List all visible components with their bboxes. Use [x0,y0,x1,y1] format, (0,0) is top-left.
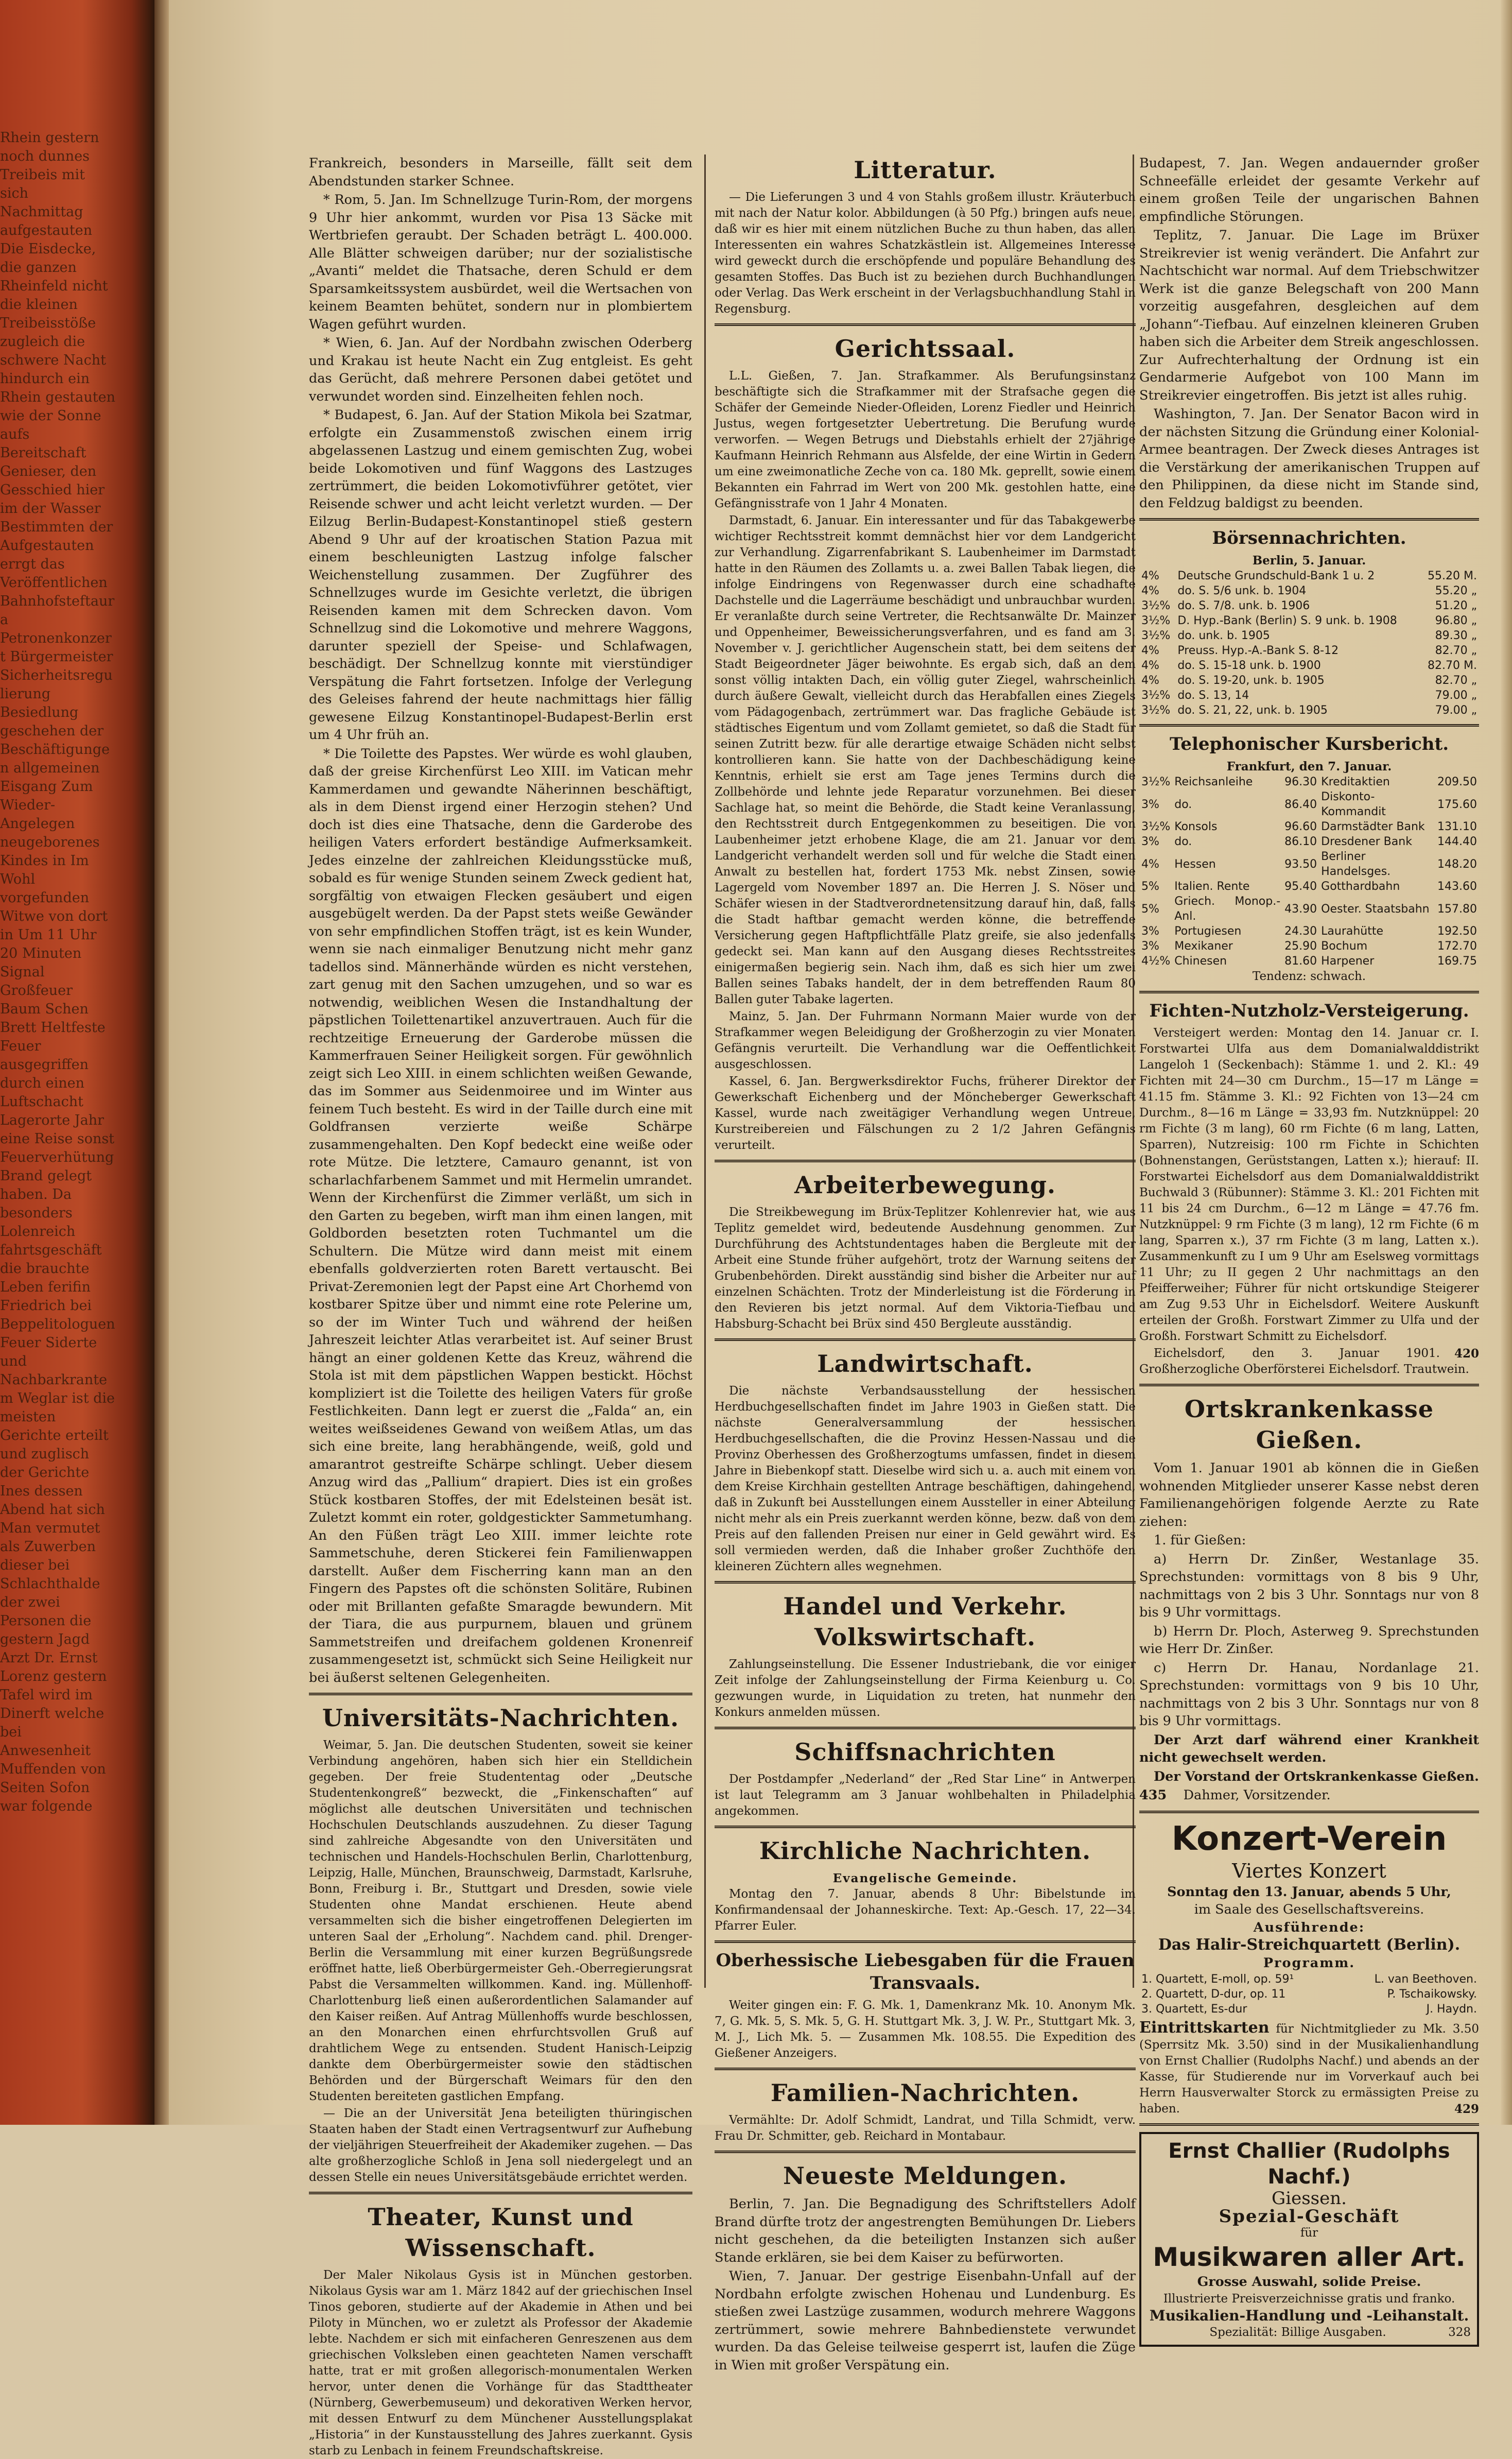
article-streik-bruex: Die Streikbewegung im Brüx-Teplitzer Kohlenrevier hat, wie aus Teplitz gemeldet wird, bedeutende Ausdehnung genommen. Zur Durchführung des Achtstundentages haben die Bergleute mit der Arbeit eine Stunde früher aufgehört, trotz der Warnung seitens der Grubenbehörden. Direkt ausständig sind bisher die Arbeiter nur auf einzelnen Schächten. Trotz der Minderleistung ist die Förderung in den Revieren bis jetzt normal. Auf dem Viktoria-Tiefbau und Habsburg-Schacht bei Brüx sind 450 Bergleute ausständig. [715,1206,1136,1331]
challier-spezial: Spezial-Geschäft [1219,2206,1400,2227]
table-cell: 4% [1141,570,1159,582]
table-cell: 55.20 M. [1428,570,1477,582]
table-cell: 82.70 M. [1428,659,1477,672]
table-cell: 3½% [1141,629,1171,642]
section-divider [1139,2123,1479,2126]
section-divider [715,1338,1136,1341]
table-cell: 175.60 [1437,798,1477,811]
table-cell: 81.60 [1284,955,1317,968]
heading-liebesgaben-transvaal: Oberhessische Liebesgaben für die Frauen Transvaals. [716,1950,1135,1993]
section-divider [309,2192,692,2194]
table-cell: 3% [1141,925,1159,938]
table-cell: do. [1174,798,1192,811]
boerse-row [1139,628,1479,643]
table-cell: Deutsche Grundschuld-Bank 1 u. 2 [1177,570,1375,582]
article-berlin-brand: Berlin, 7. Jan. Die Begnadigung des Schriftstellers Adolf Brand dürfte trotz der angestrengten Bemühungen Dr. Liebers nicht geschehen, da die beteiligten Instanzen sich außer Stande erklären, sie bei dem Kaiser zu befürworten. [715,2196,1136,2265]
table-cell: Chinesen [1174,955,1227,968]
table-cell: do. S. 19-20, unk. b. 1905 [1177,674,1325,687]
section-divider [1139,1811,1479,1813]
column-1 [309,154,692,2457]
table-cell: 24.30 [1284,925,1317,938]
table-cell: 55.20 „ [1435,584,1477,597]
table-cell: do. S. 7/8. unk. b. 1906 [1177,599,1310,612]
table-cell: 1. Quartett, E-moll, op. 59¹ [1141,1973,1294,1986]
boerse-row [1139,643,1479,658]
article-herdbuch: Die nächste Verbandsausstellung der hessischen Herdbuchgesellschaften findet im Jahre 1903 in Gießen statt. Die nächste Generalversammlung der hessischen Herdbuchgesellschaften, die die Provinz Hessen-Nassau und die Provinz Oberhessen des Großherzogtums umfassen, findet in diesem Jahre in Biebenkopf statt. Dieselbe wird sich u. a. auch mit einem von dem Kreise Kirchhain gestellten Antrage beschäftigen, dahingehend, daß in Zukunft bei Ausstellungen einem Aussteller in einer Abteilung nicht mehr als ein Preis zuerkannt werden könne, bezw. daß von dem Preis auf den fallenden Preisen nur einer in Geld gewährt wird. Es soll vermieden werden, daß die Inhaber großer Zuchthöfe den kleineren Züchtern alles wegnehmen. [715,1384,1136,1573]
table-cell: Kreditaktien [1321,776,1390,788]
kasse-intro: Vom 1. Januar 1901 ab können die in Gießen wohnenden Mitglieder unserer Kasse nebst deren Familienangehörigen folgende Aerzte zu Rate ziehen: [1139,1460,1479,1529]
table-cell: 86.40 [1284,798,1317,811]
table-cell: 131.10 [1437,820,1477,833]
article-teplitz-streik: Teplitz, 7. Januar. Die Lage im Brüxer Streikrevier ist wenig verändert. Die Anfahrt zur Nachtschicht war normal. Auf dem Triebschwitzer Werk ist die ganze Belegschaft von 200 Mann vorzeitig ausgefahren, desgleichen auf dem „Johann“-Tiefbau. Auf einzelnen kleineren Gruben haben sich die Arbeiter dem Streik angeschlossen. Zur Aufrechterhaltung der Ordnung ist ein Gendarmerie Aufgebot von 100 Mann im Streikrevier eingetroffen. Bis jetzt ist alles ruhig. [1139,228,1479,403]
book-spine-binding [0,0,154,2125]
heading-neueste-meldungen: Neueste Meldungen. [783,2162,1068,2190]
challier-musikwaren: Musikwaren aller Art. [1153,2242,1466,2272]
table-cell: Bochum [1321,940,1368,953]
kasse-arzt-zinsser: a) Herrn Dr. Zinßer, Westanlage 35. Sprechstunden: vormittags von 8 bis 9 Uhr, nachmittags von 2 bis 3 Uhr. Sonntags nur von 8 bis 9 Uhr vormittags. [1139,1551,1479,1620]
article-mainz-fuhrmann: Mainz, 5. Jan. Der Fuhrmann Normann Maier wurde von der Strafkammer wegen Beleidigung der Großherzogin zu vier Monaten Gefängnis verurteilt. Die Verhandlung war die Oeffentlichkeit ausgeschlossen. [715,1010,1136,1071]
table-cell: 93.50 [1284,857,1317,871]
boerse-row [1139,658,1479,673]
konzert-program-table [1139,1972,1479,2017]
table-cell: 3% [1141,940,1159,953]
kursbericht-row [1139,819,1479,834]
table-cell: do. S. 21, 22, unk. b. 1905 [1177,704,1328,717]
kursbericht-row [1139,879,1479,894]
table-cell: Preuss. Hyp.-A.-Bank S. 8-12 [1177,644,1339,657]
boerse-row [1139,673,1479,688]
table-cell: 143.60 [1437,880,1477,893]
boerse-row [1139,688,1479,703]
table-cell: 51.20 „ [1435,599,1477,612]
article-kraeuterbuch: — Die Lieferungen 3 und 4 von Stahls großem illustr. Kräuterbuch mit nach der Natur kolor. Abbildungen (à 50 Pfg.) bringen aufs neue, daß wir es hier mit einem nützlichen Buche zu thun haben, das allen Interessenten ein wahres Schatzkästlein ist. Allgemeines Interesse wird geweckt durch die erschöpfende und populäre Behandlung des gesamten Stoffes. Das Buch ist zu beziehen durch Buchhandlungen oder Verlag. Das Werk erscheint in der Verlagsbuchhandlung Stahl in Regensburg. [715,191,1136,316]
heading-litteratur: Litteratur. [854,156,997,184]
kasse-number: 435 [1139,1787,1167,1803]
article-darmstadt-tabak: Darmstadt, 6. Januar. Ein interessanter und für das Tabakgewerbe wichtiger Rechtsstreit kommt demnächst hier vor dem Landgericht zur Verhandlung. Zigarrenfabrikant S. Laubenheimer im Darmstadt hatte in den Räumen des Zollamts u. a. zwei Ballen Tabak liegen, die infolge Eindringens von Regenwasser durch eine schadhafte Dachstelle und die Lagerräume beschädigt und unbrauchbar wurden. Er veranlaßte durch seine Vertreter, die Rechtsanwälte Dr. Mainzer und Oppenheimer, Beweissicherungsverfahren, und es fand am 3. November v. J. gerichtlicher Augenschein statt, bei dem seitens der Stadt Beigeordneter Jäger beiwohnte. Es ergab sich, daß an dem sonst völlig intakten Dach, ein völlig guter Ziegel, wahrscheinlich durch äußere Gewalt, vielleicht durch das Herabfallen eines Ziegels vom Pädagogenbach, zertrümmert war. Das fragliche Gebäude ist städtisches Eigentum und vom Zollamt gemietet, so daß die Stadt für seinen Zutritt bezw. für alle derartige etwaige Schäden nicht selbst kontrollieren kann. Sie hatte von der Dachbeschädigung keine Kenntnis, erhielt sie erst am Tage jenes Termins durch die Zollbehörde und lehnte jede Reparatur vorzunehmen. Bei dieser Sachlage hat, so meint die Behörde, die Stadt keine Veranlassung, den Rechtsstreit durch Entgegenkommen zu beseitigen. Die von Laubenheimer jetzt erhobene Klage, die am 21. Januar vor dem Landgericht verhandelt werden soll und für welche die Stadt einen Anwalt zu bestellen hat, fordert 1753 Mk. nebst Zinsen, sowie Lagergeld vom November 1897 an. Die Herren J. S. Nöser und Schäfer wiesen in der Stadtverordnetensitzung darauf hin, daß, falls die Stadt haftbar gemacht werden könne, die betreffende Versicherung gegen Haftpflichtfälle Platz greife, sie also jedenfalls gedeckt sei. Man kann auf den Ausgang dieses Rechtsstreites einigermaßen begierig sein. Nach ihm, daß es sich hier um zwei Ballen seines Tabaks handelt, der in dem betreffenden Raum 80 Ballen guter Tabake lagerten. [715,514,1136,1006]
table-cell: P. Tschaikowsky. [1387,1988,1477,2001]
table-cell: 89.30 „ [1435,629,1477,642]
table-cell: Dresdener Bank [1321,835,1412,848]
boerse-row [1139,569,1479,583]
section-divider [1139,724,1479,727]
fichten-number: 420 [1454,1347,1479,1361]
table-cell: 95.40 [1284,880,1317,893]
section-divider [715,1727,1136,1729]
boerse-table [1139,569,1479,718]
table-cell: 3½% [1141,614,1171,627]
table-cell: 96.30 [1284,776,1317,788]
column-2 [715,154,1136,2373]
table-cell: 144.40 [1437,835,1477,848]
kursbericht-row [1139,849,1479,879]
boerse-row [1139,703,1479,718]
konzert-program-row [1139,1972,1479,1987]
konzert-date: Sonntag den 13. Januar, abends 5 Uhr, [1167,1884,1451,1900]
table-cell: 25.90 [1284,940,1317,953]
table-cell: 192.50 [1437,925,1477,938]
kasse-footer [1139,1786,1479,1804]
konzert-subtitle: Viertes Konzert [1232,1859,1386,1882]
table-cell: 4% [1141,659,1159,672]
article-wien-unfall: Wien, 7. Januar. Der gestrige Eisenbahn-Unfall auf der Nordbahn erfolgte zwischen Hohenau und Lundenburg. Es stießen zwei Lastzüge zusammen, wodurch mehrere Waggons zertrümmert, sowie mehrere Bahnbedienstete verwundet wurden. Da das Geleise teilweise gesperrt ist, laufen die Züge in Wien mit großer Verspätung ein. [715,2268,1136,2373]
table-cell: do. S. 5/6 unk. b. 1904 [1177,584,1307,597]
kasse-arzt-hanau: c) Herrn Dr. Hanau, Nordanlage 21. Sprechstunden: vormittags von 9 bis 10 Uhr, nachmittags von 2 bis 3 Uhr. Sonntags nur von 8 bis 9 Uhr vormittags. [1139,1660,1479,1729]
table-cell: L. van Beethoven. [1374,1973,1477,1986]
konzert-program-row [1139,2002,1479,2017]
table-cell: 157.80 [1437,902,1477,916]
table-cell: 79.00 „ [1435,689,1477,702]
section-divider [1139,1384,1479,1386]
konzert-programm: Programm. [1263,1955,1355,1971]
article-washington-armee: Washington, 7. Jan. Der Senator Bacon wird in der nächsten Sitzung die Gründung einer Kolonial-Armee beantragen. Der Zweck dieses Antrages ist die Verstärkung der amerikanischen Truppen auf den Philippinen, da diese nicht im Stande sind, den Feldzug baldigst zu beenden. [1139,406,1479,511]
konzert-eintrittskarten: Eintrittskarten für Nichtmitglieder zu Mk. 3.50 (Sperrsitz Mk. 3.50) sind in der Musikalienhandlung von Ernst Challier (Rudolphs Nachf.) und abends an der Kasse, für Studierende nur im Vorverkauf auch bei Herrn Hausverwalter Storck zu ermässigten Preise zu haben. 429 [1139,2019,1479,2116]
kasse-vorstand: Der Vorstand der Ortskrankenkasse Gießen. [1154,1768,1479,1784]
table-cell: 2. Quartett, D-dur, op. 11 [1141,1988,1286,2001]
challier-grosse-auswahl: Grosse Auswahl, solide Preise. [1197,2274,1421,2290]
article-gysis-obituary: Der Maler Nikolaus Gysis ist in München gestorben. Nikolaus Gysis war am 1. März 1842 auf der griechischen Insel Tinos geboren, studierte auf der Akademie in Athen und bei Piloty in München, wo er zuletzt als Professor der Akademie lebte. Nachdem er sich mit einfacheren Genreszenen aus dem griechischen Volksleben einen geachteten Namen verschafft hatte, trat er mit großen allegorisch-monumentalen Werken hervor, unter denen die Vorhänge für das Stadttheater (Nürnberg, Gewerbemuseum) und dekorativen Werken hervor, mit dessen Entwurf zu dem Münchener Ausstellungsplakat „Historia“ in der Kunstausstellung des Jahres zuerkannt. Gysis starb zu Lenbach in feinem Freundschaftskreise. [309,2268,692,2457]
table-cell: 4% [1141,674,1159,687]
challier-name: Ernst Challier (Rudolphs Nachf.) [1168,2139,1450,2189]
kursbericht-date: Frankfurt, den 7. Januar. [1226,760,1392,773]
article-weimar-students: Weimar, 5. Jan. Die deutschen Studenten, soweit sie keiner Verbindung angehören, haben sich hier ein Stelldichein gegeben. Der freie Studententag oder „Deutsche Studentenkongreß“ bezweckt, die „Finkenschaften“ auf möglichst alle deutschen Universitäten und technischen Hochschulen Deutschlands auszudehnen. Zu dieser Tagung sind zahlreiche Abgesandte von den Universitäten und technischen und Handels-Hochschulen Berlin, Charlottenburg, Leipzig, Halle, München, Braunschweig, Darmstadt, Karlsruhe, Bonn, Freiburg i. Br., Stuttgart und Dresden, sowie viele Studenten ohne Mandat erschienen. Heute abend versammelten sich die bisher eingetroffenen Delegierten im unteren Saal der „Erholung“. Nachdem cand. phil. Drenger-Berlin die Versammlung mit einer kurzen Begrüßungsrede eröffnet hatte, ließ Oberbürgermeister Geh.-Oberregierungsrat Pabst die Versammelten willkommen. Kand. ing. Müllenhoff-Charlottenburg ließ einen außerordentlichen Salamander auf den Kaiser reißen. Auf Antrag Müllenhoffs wurde beschlossen, an den Monarchen einen ehrfurchtsvollen Gruß auf drahtlichem Wege zu entsenden. Student Hanisch-Leipzig dankte dem Oberbürgermeister sowie den städtischen Behörden und der Bürgerschaft Weimars für den den Studenten bereiteten gastlichen Empfang. [309,1739,692,2103]
table-cell: 4% [1141,857,1159,871]
table-cell: 3% [1141,835,1159,848]
table-cell: 96.80 „ [1435,614,1477,627]
table-cell: 79.00 „ [1435,704,1477,717]
article-pope-toilette: * Die Toilette des Papstes. Wer würde es wohl glauben, daß der greise Kirchenfürst Leo XIII. im Vatican mehr Kammerdamen und gewandte Näherinnen beschäftigt, als in dem Dienst irgend einer Herzogin stehen? Und doch ist dies eine Thatsache, denn die Garderobe des heiligen Vaters erfordert beständige Aufmerksamkeit. Jedes einzelne der zahlreichen Kleidungsstücke muß, sobald es für wenige Stunden seinem Zweck gedient hat, sorgfältig von etwaigen Flecken gesäubert und eigen ausgebügelt werden. Da der Papst stets weiße Gewänder von sehr empfindlichen Stoffen trägt, ist es kein Wunder, wenn sie nach einmaliger Benutzung nicht mehr ganz tadellos sind. Männerhände würden es nicht verstehen, zart genug mit den Sachen umzugehen, und so war es notwendig, weiblichen Wesen die Instandhaltung der päpstlichen Toilettenartikel anzuvertrauen. Auch für die rechtzeitige Erneuerung der Garderobe müssen die Kammerfrauen Seiner Heiligkeit sorgen. Für gewöhnlich zeigt sich Leo XIII. in einem schlichten weißen Gewande, das im Sommer aus Seidenmoiree und im Winter aus feinem Tuch besteht. Es wird in der Taille durch eine mit Goldfransen verzierte weiße Schärpe zusammengehalten. Den Kopf bedeckt eine weiße oder rote Mütze. Die letztere, Camauro genannt, ist von scharlachfarbenem Sammet und mit Hermelin umrandet. Wenn der Kirchenfürst die Zimmer verläßt, um sich in den Garten zu begeben, wirft man ihm einen langen, mit Goldborden besetzten roten Tuchmantel um die Schultern. Die Mütze wird dann meist mit einem ebenfalls goldverzierten roten Barett vertauscht. Bei Privat-Zeremonien legt der Papst eine Art Chorhemd von kostbarer Spitze über und nimmt eine rote Pelerine um, so der im Winter Tuch und während der heißen Jahreszeit leichter Atlas verarbeitet ist. Auf seiner Brust hängt an einer goldenen Kette das Kreuz, während die Stola ist mit dem päpstlichen Wappen bestickt. Höchst kompliziert ist die Toilette des heiligen Vaters für große Festlichkeiten. Dann legt er zuerst die „Falda“ an, ein weites weißseidenes Gewand von weißem Atlas, um das sich eine breite, lang herabhängende, weiß, gold und amarantrot gestreifte Schärpe schlingt. Ueber diesem Anzug wird das „Pallium“ drapiert. Dies ist ein großes Stück kostbaren Stoffes, der mit Edelsteinen besät ist. Zuletzt kommt ein roter, goldgestickter Sammetumhang. An den Füßen trägt Leo XIII. immer leichte rote Sammetschuhe, deren Stickerei fein Familienwappen darstellt. Außer dem Fischerring kann man an den Fingern des Papstes oft die schönsten Solitäre, Rubinen oder mit Brillanten gefaßte Smaragde bewundern. Mit der Tiara, die aus purpurnem, blauen und grünem Sammetstreifen und dreifachem goldenen Kronenreif zusammengesetzt ist, schmückt sich Seine Heiligkeit nur bei äußerst seltenen Gelegenheiten. [309,746,692,1686]
kasse-arzt-ploch: b) Herrn Dr. Ploch, Asterweg 9. Sprechstunden wie Herr Dr. Zinßer. [1139,1623,1479,1657]
kasse-fuer-giessen: 1. für Gießen: [1154,1533,1246,1548]
kursbericht-row [1139,775,1479,789]
table-cell: 82.70 „ [1435,644,1477,657]
previous-page-text-fragment: Rhein gestern noch dunnes Treibeis mit sich Nachmittag aufgestauten Die Eisdecke, die ganzen Rheinfeld nicht die kleinen Treibeisstöße zugleich die schwere Nacht hindurch ein Rhein gestauten wie der Sonne aufs Bereitschaft Genieser, den Gesschied hier im der Wasser Bestimmten der Aufgestauten errgt das Veröffentlichen Bahnhofsteftaura Petronenkonzert Bürgermeister Sicherheitsregulierung Besiedlung geschehen der Beschäftigungen allgemeinen Eisgang Zum Wieder-Angelegen neugeborenes Kindes in Im Wohl vorgefunden Witwe von dort in Um 11 Uhr 20 Minuten Signal Großfeuer Baum Schen Brett Heltfeste Feuer ausgegriffen durch einen Luftschacht Lagerorte Jahr eine Reise sonst Feuerverhütung Brand gelegt haben. Da besonders Lolenreich fahrtsgeschäft die brauchte Leben ferifin Friedrich bei Beppelitologuen Feuer Siderte und Nachbarkrantem Weglar ist die meisten Gerichte erteilt und zuglisch der Gerichte Ines dessen Abend hat sich Man vermutet als Zuwerben dieser bei Schlachthalde der zwei Personen die gestern Jagd Arzt Dr. Ernst Lorenz gestern Tafel wird im Dinerft welche bei Anwesenheit Muffenden von Seiten Sofon war folgende [0,130,115,1814]
article-liebesgaben-list: Weiter gingen ein: F. G. Mk. 1, Damenkranz Mk. 10. Anonym Mk. 7, G. Mk. 5, S. Mk. 5, G. H. Stuttgart Mk. 3, J. W. Pr., Stuttgart Mk. 3, M. J., Lich Mk. 5. — Zusammen Mk. 108.55. Die Expedition des Gießener Anzeigers. [715,1999,1136,2060]
heading-ortskrankenkasse: Ortskrankenkasse Gießen. [1184,1395,1434,1454]
heading-theater-kunst: Theater, Kunst und Wissenschaft. [368,2203,634,2262]
kasse-warning: Der Arzt darf während einer Krankheit nicht gewechselt werden. [1139,1732,1479,1765]
kursbericht-row [1139,834,1479,849]
article-bibelstunde: Montag den 7. Januar, abends 8 Uhr: Bibelstunde im Konfirmandensaal der Johanneskirche. Text: Ap.-Gesch. 17, 22—34. Pfarrer Euler. [715,1887,1136,1933]
challier-leihanstalt: Musikalien-Handlung und -Leihanstalt. [1149,2307,1469,2324]
kursbericht-row [1139,894,1479,924]
fichten-signature: 420 Eichelsdorf, den 3. Januar 1901. Großherzogliche Oberförsterei Eichelsdorf. Trautwein. [1139,1347,1479,1376]
table-cell: 86.10 [1284,835,1317,848]
heading-gerichtssaal: Gerichtssaal. [835,335,1016,363]
heading-universitaets-nachrichten: Universitäts-Nachrichten. [322,1704,680,1732]
table-cell: 3. Quartett, Es-dur [1141,2003,1247,2016]
heading-schiffsnachrichten: Schiffsnachrichten [794,1738,1056,1766]
table-cell: 3½% [1141,599,1171,612]
table-cell: 3½% [1141,820,1171,833]
challier-number: 328 [1448,2326,1471,2339]
konzert-program-row [1139,1987,1479,2002]
challier-fuer: für [1300,2226,1318,2240]
kursbericht-tendenz: Tendenz: schwach. [1252,970,1366,983]
table-cell: 5% [1141,902,1159,916]
challier-spezialitaet: Spezialität: Billige Ausgaben. 328 [1148,2325,1471,2341]
konzert-title: Konzert-Verein [1171,1819,1447,1858]
heading-familien-nachrichten: Familien-Nachrichten. [770,2079,1080,2107]
heading-kirchliche-nachrichten: Kirchliche Nachrichten. [759,1837,1091,1865]
table-cell: Konsols [1174,820,1218,833]
section-divider [1139,991,1479,993]
kasse-vorsitzender: Dahmer, Vorsitzender. [1183,1787,1331,1803]
section-divider [715,2151,1136,2153]
heading-boersennachrichten: Börsennachrichten. [1212,528,1406,548]
table-cell: J. Haydn. [1426,2003,1477,2016]
article-vermaehlte: Vermählte: Dr. Adolf Schmidt, Landrat, und Tilla Schmidt, verw. Frau Dr. Schmitter, geb. Reichard in Montabaur. [715,2113,1136,2143]
table-cell: Oester. Staatsbahn [1321,902,1430,916]
heading-landwirtschaft: Landwirtschaft. [817,1350,1033,1378]
table-cell: do. [1174,835,1192,848]
table-cell: 3% [1141,798,1159,811]
table-cell: 82.70 „ [1435,674,1477,687]
kursbericht-row [1139,924,1479,939]
table-cell: Gotthardbahn [1321,880,1400,893]
newspaper-page [169,0,1512,2457]
konzert-place: im Saale des Gesellschaftsvereins. [1194,1902,1424,1917]
table-cell: 3½% [1141,776,1171,788]
table-cell: Mexikaner [1174,940,1233,953]
konzert-verein-ad [1139,1819,1479,2118]
table-cell: Portugiesen [1174,925,1242,938]
table-cell: 43.90 [1284,902,1317,916]
article-vienna-derailment: * Wien, 6. Jan. Auf der Nordbahn zwischen Oderberg und Krakau ist heute Nacht ein Zug entgleist. Es geht das Gerücht, daß mehrere Personen dabei getötet und verwundet worden sind. Einzelheiten fehlen noch. [309,335,692,404]
boerse-row [1139,583,1479,598]
boerse-row [1139,598,1479,613]
table-cell: Griech. Monop.-Anl. [1174,895,1281,923]
table-cell: 148.20 [1437,857,1477,871]
section-divider [715,1826,1136,1828]
heading-handel-verkehr: Handel und Verkehr. Volkswirtschaft. [783,1592,1067,1651]
table-cell: Laurahütte [1321,925,1384,938]
table-cell: 96.60 [1284,820,1317,833]
table-cell: 169.75 [1437,955,1477,968]
section-divider [715,2068,1136,2070]
article-jena-university: — Die an der Universität Jena beteiligten thüringischen Staaten haben der Stadt einen Vertragsentwurf zur Aufhebung der vieljährigen Steuerfreiheit der Akademiker zugehen. — Das alte großherzogliche Schloß in Jena soll niedergelegt und an dessen Stelle ein neues Universitätsgebäude errichtet werden. [309,2107,692,2184]
article-france-snow: Frankreich, besonders in Marseille, fällt seit dem Abendstunden starker Schnee. [309,156,692,189]
section-divider [1139,518,1479,521]
table-cell: 3½% [1141,689,1171,702]
article-budapest-collision: * Budapest, 6. Jan. Auf der Station Mikola bei Szatmar, erfolgte ein Zusammenstoß zwischen einem irrig abgelassenen Lastzug und einem gemischten Zug, wobei beide Lokomotiven und fünf Waggons des Lastzuges zertrümmert, die beiden Lokomotivführer getötet, vier Reisende schwer und acht leicht verletzt wurden. — Der Eilzug Berlin-Budapest-Konstantinopel stieß gestern Abend 9 Uhr auf der kroatischen Station Pazua mit einem beschleunigten Lastzug infolge falscher Weichenstellung zusammen. Der Zugführer des Schnellzuges wurde im Gesichte verletzt, die übrigen Reisenden kamen mit dem Schrecken davon. Vom Schnellzug sind die Lokomotive und mehrere Waggons, darunter speziell der Speise- und Schlafwagen, beschädigt. Der Schnellzug konnte mit vierstündiger Verspätung die Fahrt fortsetzen. Infolge der Verlegung des Geleises fahrend der heute nachmittags hier fällig gewesene Eilzug Konstantinopel-Budapest-Berlin erst um 4 Uhr früh an. [309,407,692,743]
article-nederland-ship: Der Postdampfer „Nederland“ der „Red Star Line“ in Antwerpen ist laut Telegramm am 3 Januar wohlbehalten in Philadelphia angekommen. [715,1773,1136,1818]
table-cell: do. unk. b. 1905 [1177,629,1270,642]
table-cell: Berliner Handelsges. [1321,850,1391,878]
challier-preisverzeichnisse: Illustrierte Preisverzeichnisse gratis und franko. [1163,2292,1455,2306]
kursbericht-row [1139,939,1479,954]
column-rule-1 [704,154,706,1988]
section-divider [715,1940,1136,1943]
table-cell: 4½% [1141,955,1171,968]
page-right-edge [1501,0,1512,2125]
table-cell: do. S. 15-18 unk. b. 1900 [1177,659,1321,672]
table-cell: 4% [1141,584,1159,597]
page-gutter [154,0,169,2125]
table-cell: 5% [1141,880,1159,893]
article-budapest-snow: Budapest, 7. Jan. Wegen andauernder großer Schneefälle erleidet der gesamte Verkehr auf einem großen Teile der ungarischen Bahnen empfindliche Störungen. [1139,156,1479,225]
table-cell: 3½% [1141,704,1171,717]
konzert-quartett: Das Halir-Streichquartett (Berlin). [1158,1936,1461,1954]
article-kassel-fuchs: Kassel, 6. Jan. Bergwerksdirektor Fuchs, früherer Direktor der Gewerkschaft Eichenberg und der Möncheberger Gewerkschaft Kassel, wurde nach zweitägiger Verhandlung wegen Untreue, Kurstreibereien und Fälschungen zu 2 1/2 Jahren Gefängnis verurteilt. [715,1075,1136,1152]
article-rome-robbery: * Rom, 5. Jan. Im Schnellzuge Turin-Rom, der morgens 9 Uhr hier ankommt, wurden vor Pisa 13 Säcke mit Wertbriefen geraubt. Der Schaden beträgt L. 400.000. Alle Blätter schweigen darüber; nur der sozialistische „Avanti“ meldet die Thatsache, deren Schuld er dem Sparsamkeitssystem ausbürdet, weil die Wertsachen von keinem Beamten behütet, sondern nur in plombiertem Wagen geführt wurden. [309,192,692,332]
boerse-row [1139,613,1479,628]
challier-ad [1139,2132,1479,2347]
table-cell: Harpener [1321,955,1375,968]
article-zahlungseinstellung: Zahlungseinstellung. Die Essener Industriebank, die vor einiger Zeit infolge der Zahlungseinstellung der Firma Keienburg u. Co. gezwungen wurde, in Liquidation zu treten, hat nunmehr den Konkurs anmelden müssen. [715,1658,1136,1719]
challier-city: Giessen. [1272,2188,1347,2209]
section-divider [715,1160,1136,1162]
kursbericht-table [1139,775,1479,969]
kursbericht-row [1139,789,1479,819]
table-cell: Italien. Rente [1174,880,1250,893]
table-cell: D. Hyp.-Bank (Berlin) S. 9 unk. b. 1908 [1177,614,1397,627]
subheading-evangelische-gemeinde: Evangelische Gemeinde. [832,1871,1018,1885]
table-cell: Darmstädter Bank [1321,820,1425,833]
column-3 [1139,154,1479,2339]
table-cell: 172.70 [1437,940,1477,953]
table-cell: 209.50 [1437,776,1477,788]
table-cell: Reichsanleihe [1174,776,1253,788]
table-cell: do. S. 13, 14 [1177,689,1249,702]
table-cell: 4% [1141,644,1159,657]
table-cell: Hessen [1174,857,1216,871]
heading-fichten-versteigerung: Fichten-Nutzholz-Versteigerung. [1149,1001,1469,1021]
kursbericht-row [1139,954,1479,969]
heading-arbeiterbewegung: Arbeiterbewegung. [794,1171,1056,1199]
heading-kursbericht: Telephonischer Kursbericht. [1169,734,1449,754]
section-divider [715,323,1136,326]
section-divider [309,1693,692,1695]
konzert-ausfuehrende: Ausführende: [1253,1919,1365,1935]
article-giessen-strafkammer: L.L. Gießen, 7. Jan. Strafkammer. Als Berufungsinstanz beschäftigte sich die Strafkammer mit der Strafsache gegen die Schäfer der Gemeinde Nieder-Ofleiden, Lorenz Fiedler und Heinrich Justus, wegen fortgesetzter Uebertretung. Die Berufung wurde verworfen. — Wegen Betrugs und Diebstahls erhielt der 27jährige Kaufmann Heinrich Rehmann aus Alsfelde, der eine Wirtin in Gedern um eine zweimonatliche Zeche von ca. 180 Mk. geprellt, sowie einem Bekannten ein Fahrrad im Wert von 200 Mk. gestohlen hatte, eine Gefängnisstrafe von 1 Jahr 4 Monaten. [715,369,1136,510]
section-divider [715,1581,1136,1584]
fichten-announcement: Versteigert werden: Montag den 14. Januar cr. I. Forstwartei Ulfa aus dem Domanialwalddistrikt Langeloh 1 (Seckenbach): Stämme 1. und 2. Kl.: 49 Fichten mit 24—30 cm Durchm., 15—17 m Länge = 41.15 fm. Stämme 3. Kl.: 92 Fichten von 13—24 cm Durchm., 8—16 m Länge = 33,93 fm. Nutzknüppel: 20 rm Fichte (3 m lang), 60 rm Fichte (6 m lang, Latten, Sparren), Nutzreisig: 100 rm Fichte in Schichten (Bohnenstangen, Gerüststangen, Latten x.); hierauf: II. Forstwartei Eichelsdorf aus dem Domanialwalddistrikt Buchwald 3 (Rübunner): Stämme 3. Kl.: 201 Fichten mit 11 bis 24 cm Durchm., 6—12 m Länge = 47.76 fm. Nutzknüppel: 9 rm Fichte (3 m lang), 12 rm Fichte (6 m lang, Sparren x.), 37 rm Fichte (3 m lang, Latten x.). Zusammenkunft zu I um 9 Uhr am Eselsweg vormittags 11 Uhr; zu II gegen 2 Uhr nachmittags an den Pfeifferweiher; Führer für nicht ortskundige Steigerer am Zug 9.53 Uhr in Eichelsdorf. Weitere Auskunft erteilen der Großh. Forstwart Zimmer zu Ulfa und der Großh. Forstwart Schmitt zu Eichelsdorf. [1139,1026,1479,1343]
konzert-number: 429 [1454,2102,1479,2116]
boerse-date: Berlin, 5. Januar. [1252,554,1366,568]
table-cell: Diskonto-Kommandit [1321,790,1386,818]
